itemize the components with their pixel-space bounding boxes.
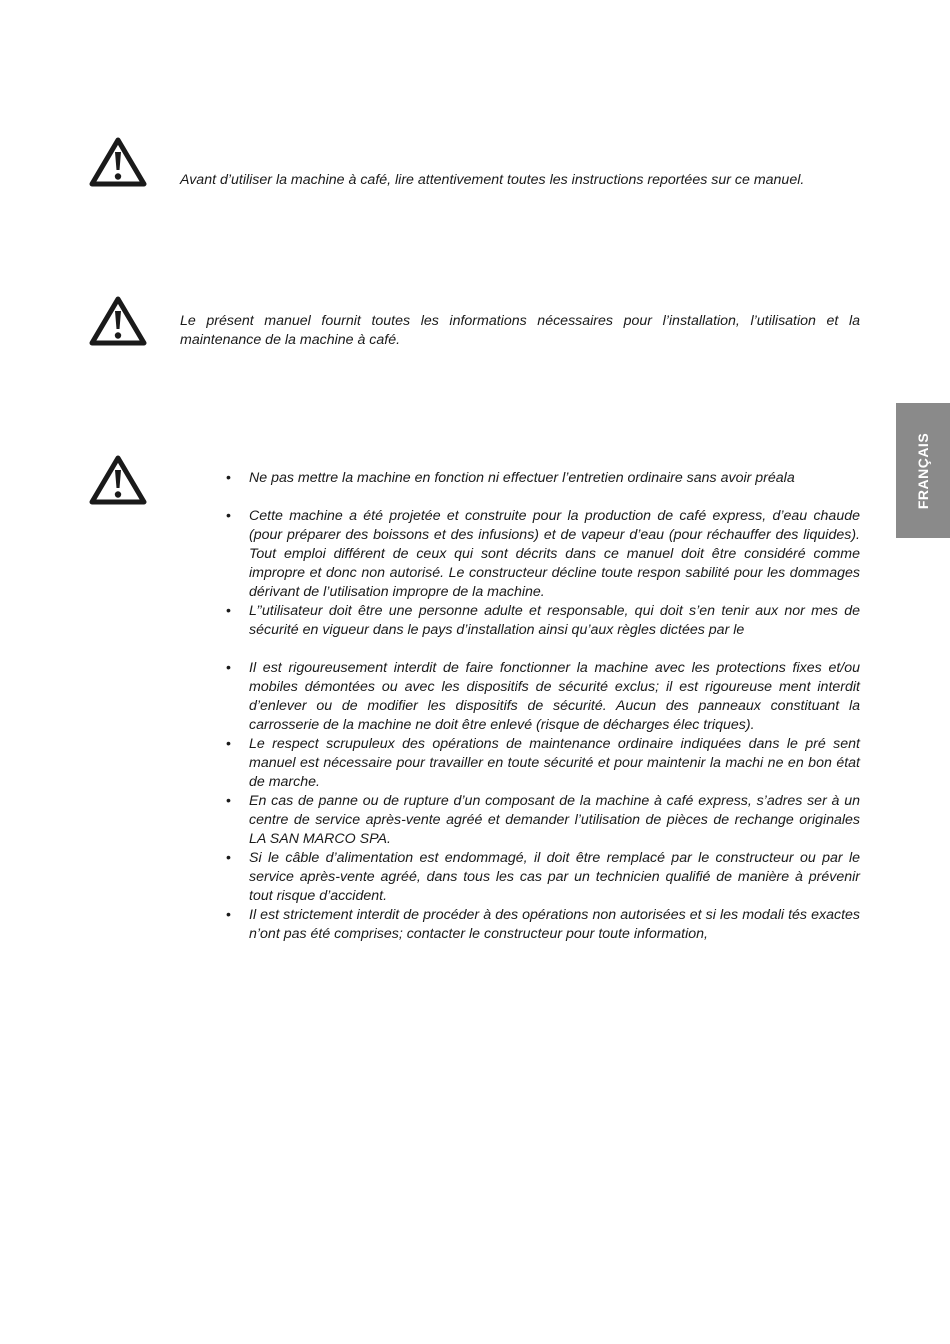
warning-text-manual-info: Le présent manuel fournit toutes les informations nécessaires pour l’installation, l’utilisation et la maintenance de la machine à café.	[180, 313, 860, 348]
list-item: • Ne pas mettre la machine en fonction ni effectuer l’entretien ordinaire sans avoir préala	[224, 469, 860, 488]
list-item: • L’’utilisateur doit être une personne adulte et responsable, qui doit s’en tenir aux nor mes de sécurité en vigueur dans le pays d’installation ainsi qu’aux règles dictées par le	[224, 602, 860, 640]
warning-triangle-icon	[89, 136, 147, 188]
safety-instructions-list	[224, 469, 860, 944]
warning-triangle-icon	[89, 295, 147, 347]
list-item: • Si le câble d’alimentation est endommagé, il doit être remplacé par le constructeur ou par le service après-vente agréé, dans tous les cas par un technicien qualifié de manière à prévenir tout risque d’accident.	[224, 849, 860, 906]
language-tab-label: FRANÇAIS	[915, 432, 931, 509]
list-item: • Il est rigoureusement interdit de faire fonctionner la machine avec les protections fixes et/ou mobiles démontées ou avec les dispositifs de sécurité exclus; il est rigoureuse ment interdit d’enlever ou de modifier les dispositifs de sécurité. Aucun des panneaux constituant la carrosserie de la machine ne doit être enlevé (risque de décharges élec triques).	[224, 659, 860, 735]
list-item: • Cette machine a été projetée et construite pour la production de café express, d’eau chaude (pour préparer des boissons et des infusions) et de vapeur d’eau (pour réchauffer des liquides). Tout emploi différent de ceux qui sont décrits dans ce manuel doit être considéré comme impropre et donc non autorisé. Le constructeur décline toute respon sabilité pour les dommages dérivant de l’utilisation impropre de la machine.	[224, 507, 860, 602]
list-item: • En cas de panne ou de rupture d’un composant de la machine à café express, s’adres ser à un centre de service après-vente agréé et demander l’utilisation de pièces de rechange originales LA SAN MARCO SPA.	[224, 792, 860, 849]
list-item: • Il est strictement interdit de procéder à des opérations non autorisées et si les modali tés exactes n’ont pas été comprises; contacter le constructeur pour toute information,	[224, 906, 860, 944]
warning-text-read-instructions: Avant d’utiliser la machine à café, lire attentivement toutes les instructions reportées sur ce manuel.	[180, 172, 805, 188]
warning-triangle-icon	[89, 454, 147, 506]
language-side-tab	[896, 403, 950, 538]
list-item: • Le respect scrupuleux des opérations de maintenance ordinaire indiquées dans le pré sent manuel est nécessaire pour travailler en toute sécurité et pour maintenir la machi ne en bon état de marche.	[224, 735, 860, 792]
